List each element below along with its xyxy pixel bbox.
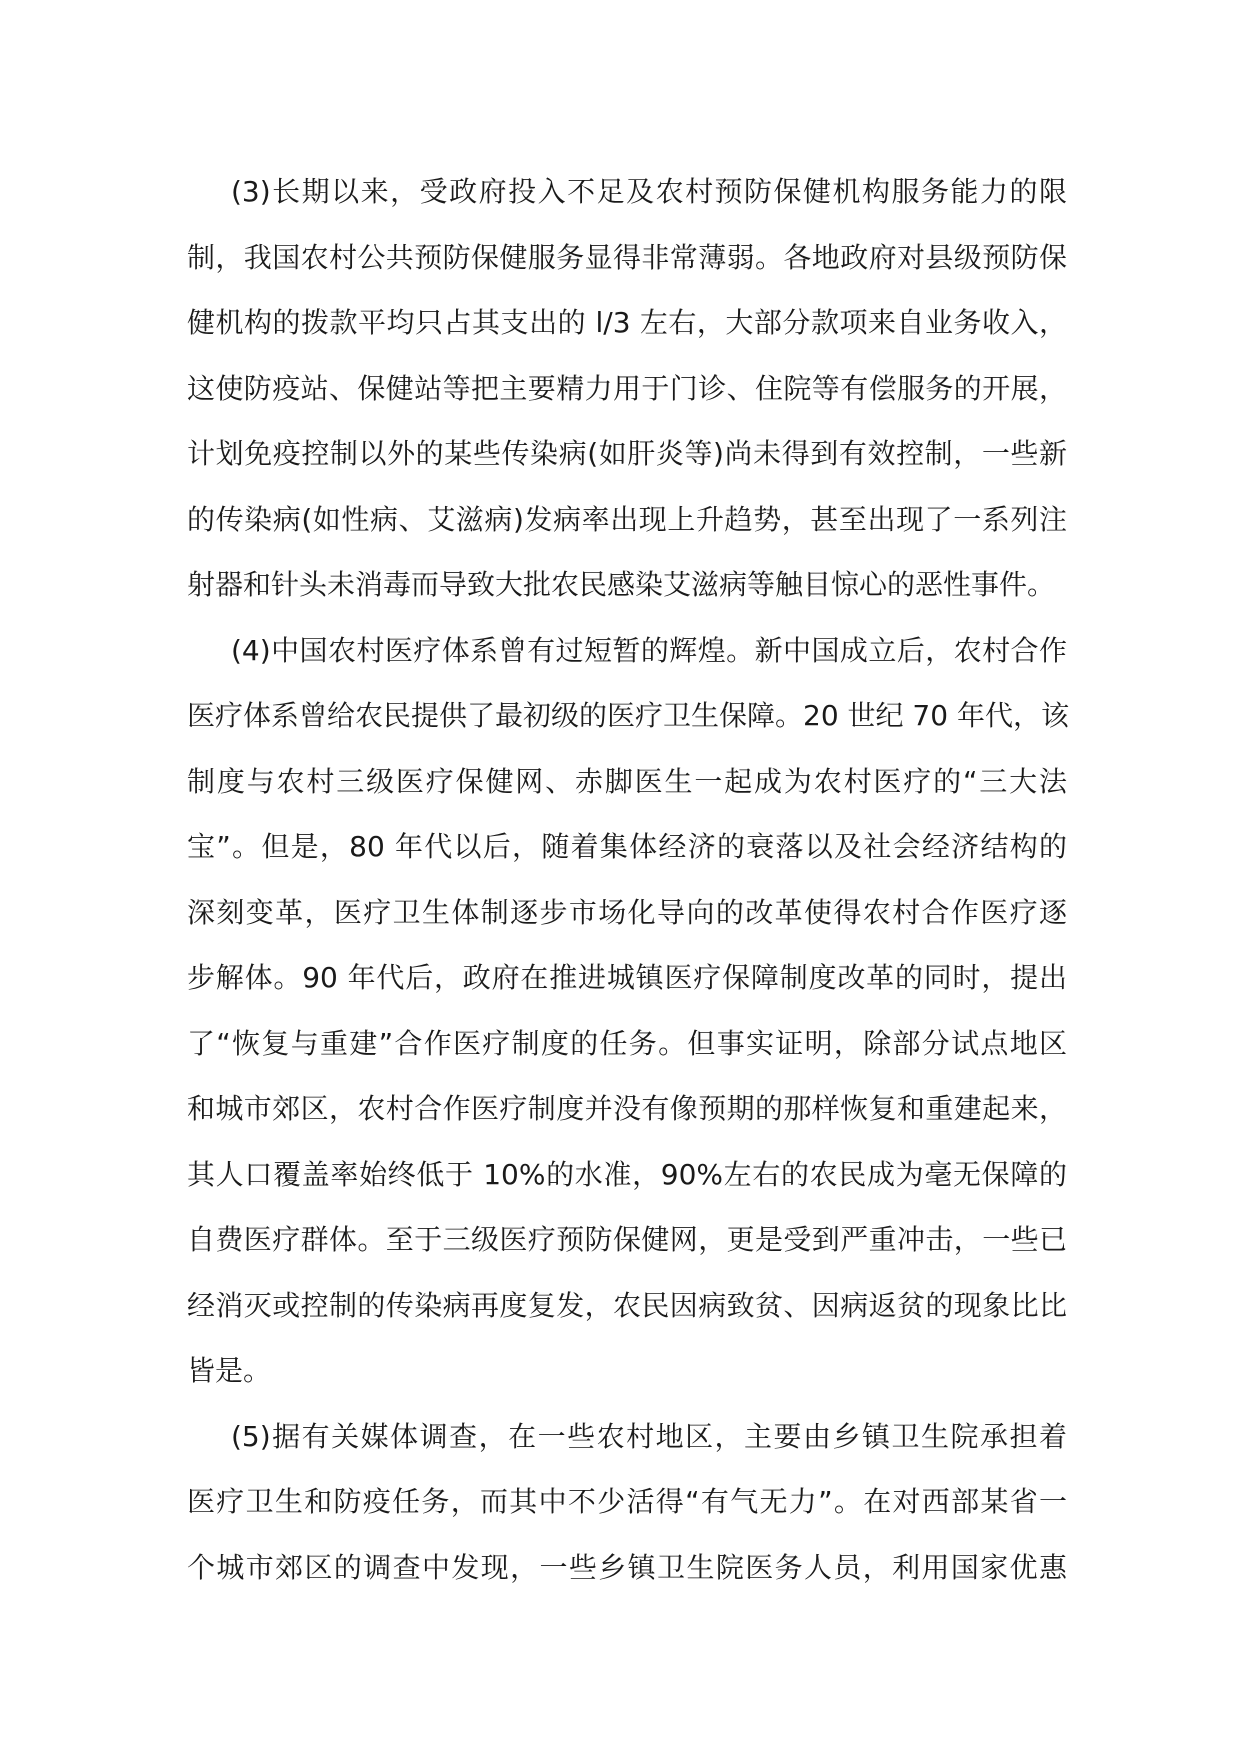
paragraph-line: 个城市郊区的调查中发现，一些乡镇卫生院医务人员，利用国家优惠 (187, 1550, 1067, 1584)
paragraph-line: 步解体。90 年代后，政府在推进城镇医疗保障制度改革的同时，提出 (187, 961, 1067, 994)
paragraph-line: 皆是。 (187, 1354, 272, 1387)
paragraph-line: 和城市郊区，农村合作医疗制度并没有像预期的那样恢复和重建起来， (187, 1092, 1067, 1125)
paragraph-line: (4)中国农村医疗体系曾有过短暂的辉煌。新中国成立后，农村合作 (231, 633, 1067, 667)
paragraph-5 (187, 1417, 1067, 1614)
paragraph-line: 经消灭或控制的传染病再度复发，农民因病致贫、因病返贫的现象比比 (187, 1288, 1067, 1322)
paragraph-3 (187, 172, 1067, 631)
document-body (187, 172, 1067, 1613)
paragraph-line: 计划免疫控制以外的某些传染病(如肝炎等)尚未得到有效控制，一些新 (187, 437, 1067, 470)
paragraph-line: 了“恢复与重建”合作医疗制度的任务。但事实证明，除部分试点地区 (187, 1026, 1067, 1060)
paragraph-line: 医疗体系曾给农民提供了最初级的医疗卫生保障。20 世纪 70 年代，该 (187, 699, 1069, 732)
paragraph-line: (5)据有关媒体调查，在一些农村地区，主要由乡镇卫生院承担着 (231, 1419, 1067, 1453)
paragraph-line: 这使防疫站、保健站等把主要精力用于门诊、住院等有偿服务的开展， (187, 371, 1067, 405)
paragraph-line: 的传染病(如性病、艾滋病)发病率出现上升趋势，甚至出现了一系列注 (187, 502, 1067, 536)
paragraph-line: 射器和针头未消毒而导致大批农民感染艾滋病等触目惊心的恶性事件。 (187, 568, 1056, 601)
paragraph-line: 宝”。但是，80 年代以后，随着集体经济的衰落以及社会经济结构的 (187, 830, 1067, 863)
paragraph-4 (187, 631, 1067, 1417)
paragraph-line: 深刻变革，医疗卫生体制逐步市场化导向的改革使得农村合作医疗逐 (187, 895, 1067, 929)
paragraph-line: (3)长期以来，受政府投入不足及农村预防保健机构服务能力的限 (231, 175, 1067, 208)
paragraph-line: 医疗卫生和防疫任务，而其中不少活得“有气无力”。在对西部某省一 (187, 1485, 1067, 1518)
paragraph-line: 制，我国农村公共预防保健服务显得非常薄弱。各地政府对县级预防保 (187, 240, 1067, 274)
paragraph-line: 其人口覆盖率始终低于 10%的水准，90%左右的农民成为毫无保障的 (187, 1157, 1067, 1191)
paragraph-line: 自费医疗群体。至于三级医疗预防保健网，更是受到严重冲击，一些已 (187, 1223, 1067, 1256)
paragraph-line: 制度与农村三级医疗保健网、赤脚医生一起成为农村医疗的“三大法 (187, 764, 1067, 798)
paragraph-line: 健机构的拨款平均只占其支出的 l/3 左右，大部分款项来自业务收入， (187, 306, 1067, 339)
